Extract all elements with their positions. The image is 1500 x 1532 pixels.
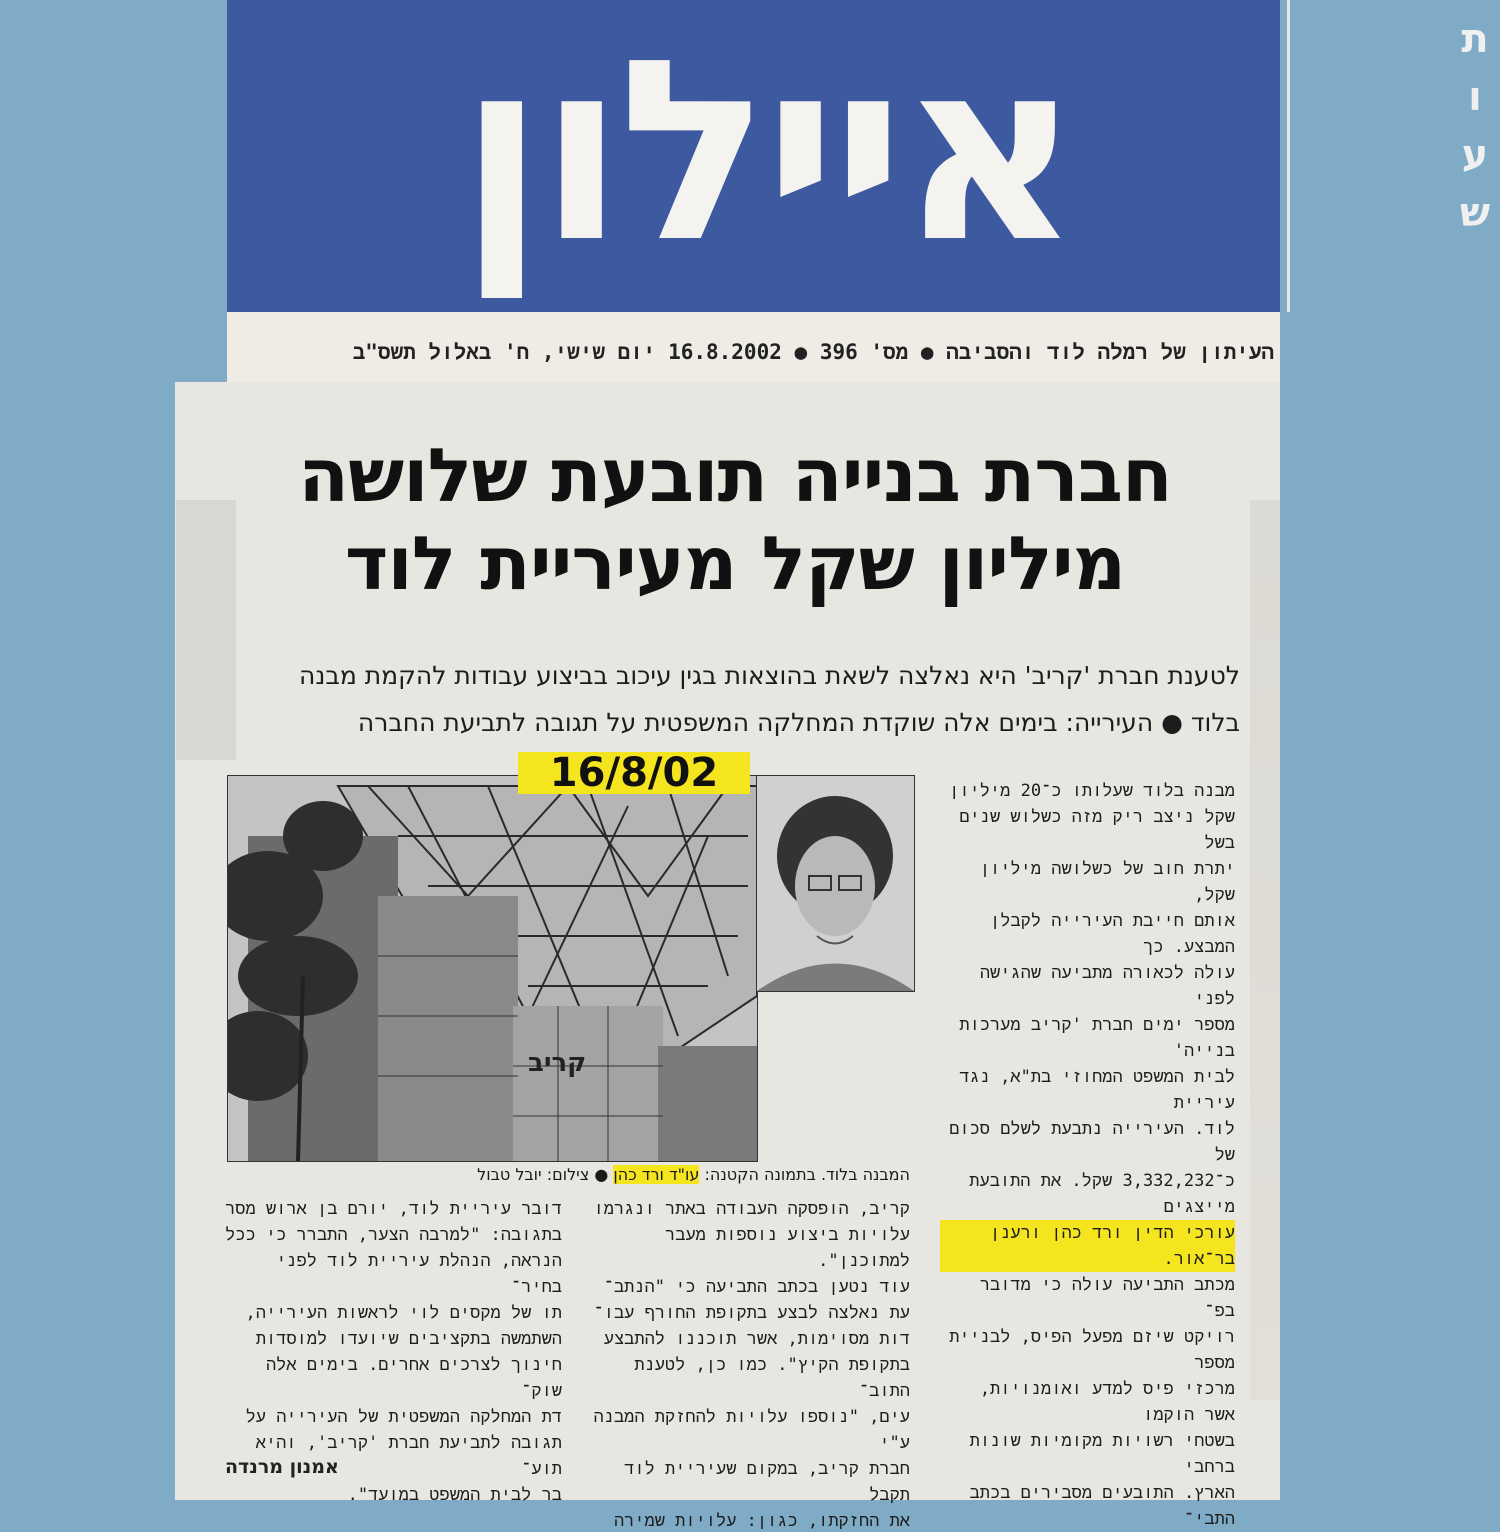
- text-line: דובר עיריית לוד, יורם בן ארוש מסר: [225, 1199, 562, 1219]
- text-line: עים, "נוספו עלויות להחזקת המבנה ע"י: [593, 1407, 910, 1453]
- text-line: השתמשה בתקציבים שיועדו למוסדות: [255, 1329, 562, 1349]
- text-line: מספר ימים חברת 'קריב מערכות בנייה': [959, 1015, 1235, 1061]
- caption-prefix: המבנה בלוד. בתמונה הקטנה:: [699, 1165, 910, 1184]
- text-line: שקל ניצב ריק מזה כשלוש שנים בשל: [959, 807, 1235, 853]
- text-line: קריב, הופסקה העבודה באתר ונגרמו: [593, 1199, 910, 1219]
- subheadline-line-2: בלוד ● העירייה: בימים אלה שוקדת המחלקה המשפטית על תגובה לתביעת החברה: [357, 708, 1240, 737]
- text-line: הארץ. התובעים מסבירים בכתב התבי־: [969, 1483, 1235, 1529]
- text-line: תגובה לתביעת חברת 'קריב', והיא תוע־: [255, 1433, 562, 1479]
- column-middle: [580, 1196, 910, 1532]
- text-line: רויקט שיזם מפעל הפיס, לבניית מספר: [949, 1327, 1235, 1373]
- side-letter: ע: [1461, 132, 1489, 178]
- text-line: מבנה בלוד שעלותו כ־20 מיליון: [949, 781, 1235, 801]
- photo-caption: [477, 1165, 910, 1184]
- text-line: מכתב התביעה עולה כי מדובר בפ־: [979, 1275, 1235, 1321]
- caption-suffix: ● צילום: יובל טבול: [477, 1165, 614, 1184]
- caption-highlight: עו"ד ורד כהן: [613, 1165, 700, 1184]
- subheadline: [240, 652, 1240, 746]
- text-line: עלויות ביצוע נוספות מעבר למתוכנן".: [665, 1225, 910, 1271]
- headline-line-2: מיליון שקל מעיריית לוד: [344, 521, 1126, 607]
- bleed-through-left: [176, 500, 236, 760]
- text-line: הנראה, הנהלת עיריית לוד לפני בחיר־: [276, 1251, 562, 1297]
- text-line: עת נאלצה לבצע בתקופת החורף עבו־: [593, 1303, 910, 1323]
- building-photo-art: [228, 776, 757, 1161]
- headline: [230, 432, 1240, 608]
- portrait-art: [757, 776, 914, 991]
- masthead-side-panel: [1287, 0, 1500, 312]
- building-photo: [227, 775, 758, 1162]
- text-line: דות מסוימות, אשר תוכננו להתבצע: [603, 1329, 910, 1349]
- headline-line-1: חברת בנייה תובעת שלושה: [298, 433, 1172, 519]
- text-line: לבית המשפט המחוזי בת"א, נגד עיריית: [959, 1067, 1235, 1113]
- text-line: כ־3,332,232 שקל. את התובעת מייצגים: [969, 1171, 1235, 1217]
- text-line: את החזקתו, כגון: עלויות שמירה: [613, 1511, 910, 1531]
- text-line: בתגובה: "למרבה הצער, התברר כי ככל: [225, 1225, 562, 1245]
- portrait-photo: [756, 775, 915, 992]
- side-letter: ו: [1468, 74, 1482, 120]
- text-line: עורכי הדין ורד כהן ורענן בר־אור.: [940, 1220, 1235, 1272]
- byline: אמנון מרנדה: [225, 1456, 339, 1478]
- text-line: בר לבית המשפט במועד".: [347, 1485, 562, 1505]
- text-line: יתרת חוב של כשלושה מיליון שקל,: [979, 859, 1235, 905]
- text-line: עולה לכאורה מתביעה שהגישה לפני: [979, 963, 1235, 1009]
- side-letter: ש: [1459, 190, 1491, 236]
- subheadline-line-1: לטענת חברת 'קריב' היא נאלצה לשאת בהוצאות בגין עיכוב בביצוע עבודות להקמת מבנה: [299, 661, 1240, 690]
- side-letter: ת: [1461, 16, 1489, 62]
- text-line: בשטחי רשויות מקומיות שונות ברחבי: [969, 1431, 1235, 1477]
- masthead-side-letters: [1455, 10, 1495, 242]
- text-line: תו של מקסים לוי לראשות העירייה,: [245, 1303, 562, 1323]
- dateline: העיתון של רמלה לוד והסביבה ● מס' 396 ● 16.8.2002 יום שישי, ח' באלול תשס"ב: [352, 340, 1274, 364]
- date-stamp-highlight: 16/8/02: [518, 752, 750, 794]
- bleed-through-right: [1250, 500, 1280, 1400]
- masthead-title: איילון: [458, 6, 1075, 297]
- column-right: [940, 778, 1235, 1532]
- building-sign: קריב: [528, 1048, 587, 1078]
- masthead: [227, 0, 1491, 312]
- text-line: אותם חייבת העירייה לקבלן המבצע. כך: [990, 911, 1235, 957]
- text-line: מרכזי פיס למדע ואומנויות, אשר הוקמו: [979, 1379, 1235, 1425]
- text-line: חינוך לצרכים אחרים. בימים אלה שוק־: [265, 1355, 562, 1401]
- text-line: לוד. העירייה נתבעת לשלם סכום של: [949, 1119, 1235, 1165]
- text-line: חברת קריב, במקום שעיריית לוד תקבל: [624, 1459, 910, 1505]
- text-line: בתקופת הקיץ". כמו כן, לטענת התוב־: [634, 1355, 910, 1401]
- text-line: דת המחלקה המשפטית של העירייה על: [245, 1407, 562, 1427]
- text-line: עוד נטען בכתב התביעה כי "הנתב־: [603, 1277, 910, 1297]
